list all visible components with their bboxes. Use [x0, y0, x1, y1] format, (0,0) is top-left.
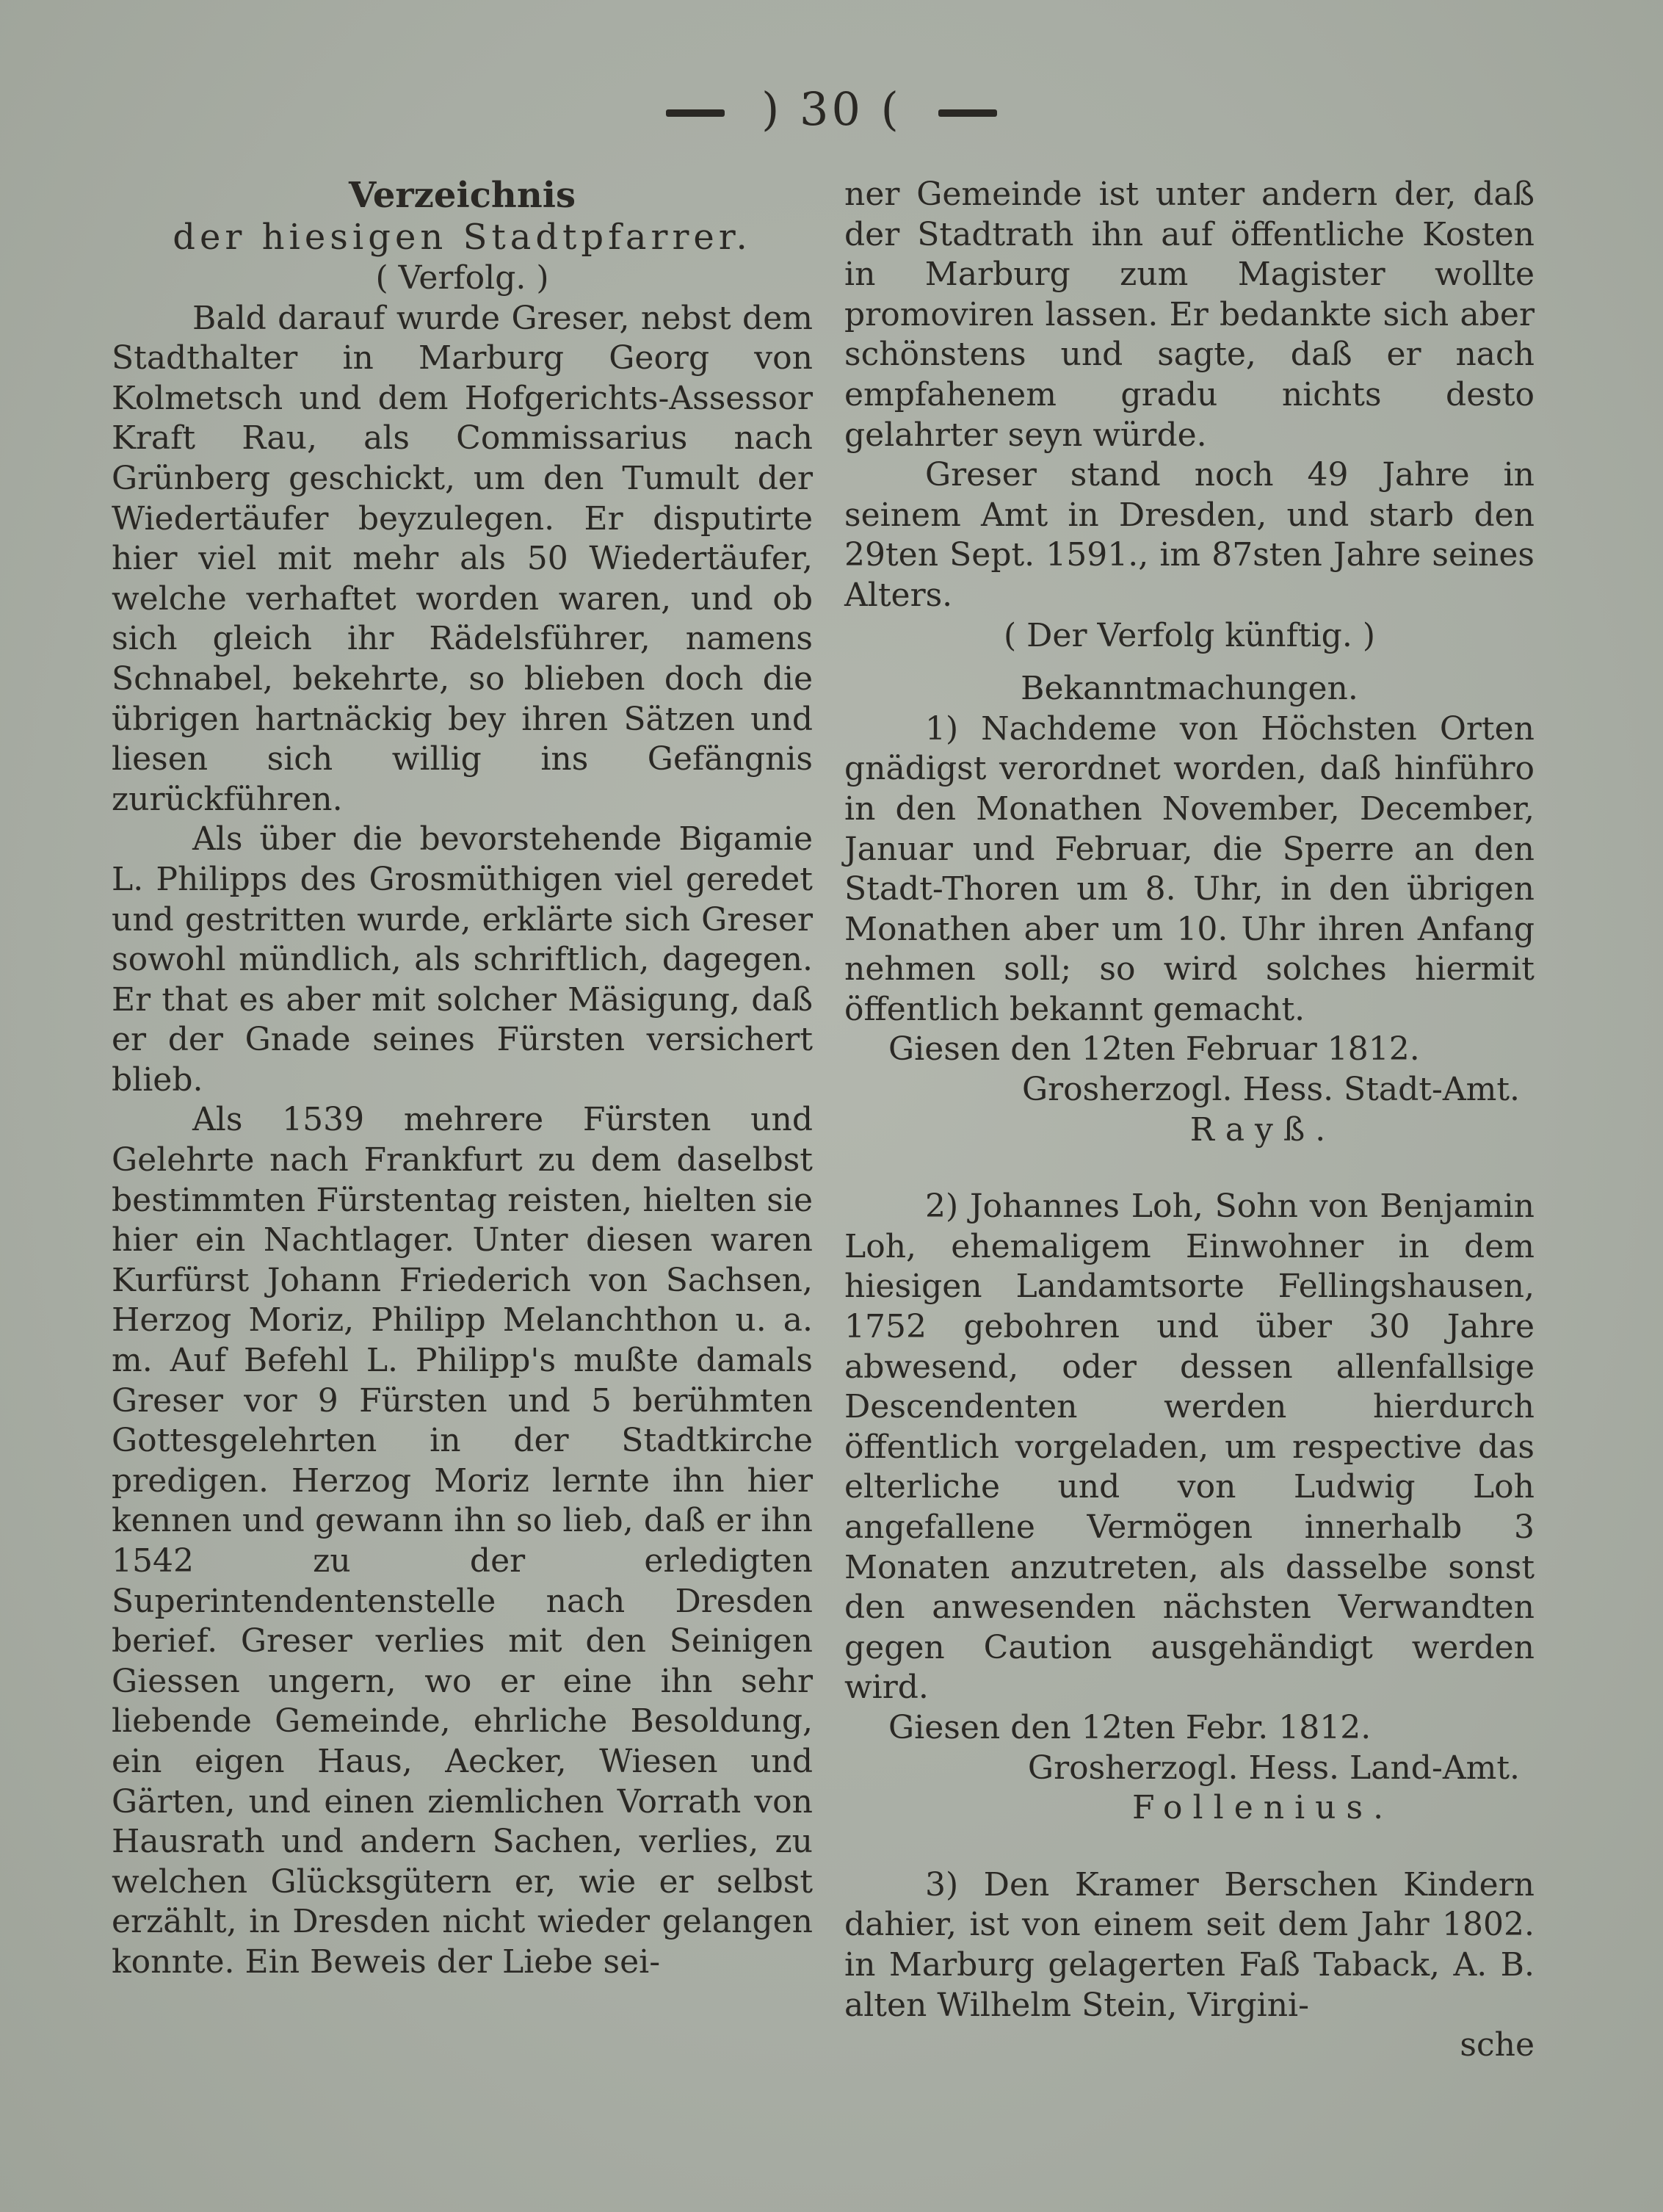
announcement-text: 2) Johannes Loh, Sohn von Benjamin Loh, ehemaligem Einwohner in dem hiesigen Landamtsorte Fellingshausen, 1752 gebohren und über 30 Jahre abwesend, oder dessen allenfallsige Descendenten werden hierdurch öffentlich vorgeladen, um respective das elterliche und von Ludwig Loh angefallene Vermögen innerhalb 3 Monaten anzutreten, als dasselbe sonst den anwesenden nächsten Verwandten gegen Caution ausgehändigt werden wird. — [844, 1188, 1535, 1707]
announcement-place-date: Giesen den 12ten Februar 1812. — [888, 1030, 1420, 1069]
article-title: Verzeichnis — [349, 175, 576, 216]
catchword: sche — [1460, 2026, 1535, 2064]
announcement-text: 1) Nachdeme von Höchsten Orten gnädigst verordnet worden, daß hinführo in den Monathen November, December, Januar und Februar, die Sperre an den Stadt-Thoren um 8. Uhr, in den übrigen Monathen aber um 10. Uhr ihren Anfang nehmen soll; so wird solches hiermit öffentlich bekannt gemacht. — [844, 709, 1535, 1028]
header-rule-right — [938, 109, 997, 117]
continuation-note: ( Verfolg. ) — [375, 259, 549, 297]
to-be-continued-note: ( Der Verfolg künftig. ) — [1004, 616, 1375, 654]
announcement-place-date: Giesen den 12ten Febr. 1812. — [888, 1708, 1372, 1746]
page-number: ) 30 ( — [761, 82, 902, 136]
page-header — [0, 82, 1663, 136]
announcement-authority: Grosherzogl. Hess. Stadt-Amt. — [1021, 1071, 1520, 1109]
announcement-authority: Grosherzogl. Hess. Land-Amt. — [1027, 1749, 1520, 1787]
announcements-heading: Bekanntmachungen. — [1021, 670, 1358, 708]
announcement — [844, 1187, 1535, 1829]
announcement-signature: Rayß. — [1189, 1110, 1336, 1149]
paragraph: Bald darauf wurde Greser, nebst dem Stadthalter in Marburg Georg von Kolmetsch und dem Hofgerichts-Assessor Kraft Rau, als Commissarius nach Grünberg geschickt, um den Tumult der Wiedertäufer beyzulegen. Er disputirte hier viel mit mehr als 50 Wiedertäufer, welche verhaftet worden waren, und ob sich gleich ihr Rädelsführer, namens Schnabel, bekehrte, so blieben doch die übrigen hartnäckig bey ihren Sätzen und liesen sich willig ins Gefängnis zurückführen. — [112, 299, 813, 818]
paragraph: ner Gemeinde ist unter andern der, daß der Stadtrath ihn auf öffentliche Kosten in Marburg zum Magister wollte promoviren lassen. Er bedankte sich aber schönstens und sagte, daß er nach empfahenem gradu nichts desto gelahrter seyn würde. — [844, 176, 1535, 454]
announcement — [844, 1865, 1535, 2025]
right-column — [844, 175, 1535, 2066]
paragraph: Als 1539 mehrere Fürsten und Gelehrte nach Frankfurt zu dem daselbst bestimmten Fürstentag reisten, hielten sie hier ein Nachtlager. Unter diesen waren Kurfürst Johann Friederich von Sachsen, Herzog Moriz, Philipp Melanchthon u. a. m. Auf Befehl L. Philipp's mußte damals Greser vor 9 Fürsten und 5 berühmten Gottesgelehrten in der Stadtkirche predigen. Herzog Moriz lernte ihn hier kennen und gewann ihn so lieb, daß er ihn 1542 zu der erledigten Superintendentenstelle nach Dresden berief. Greser verlies mit den Seinigen Giessen ungern, wo er eine ihn sehr liebende Gemeinde, ehrliche Besoldung, ein eigen Haus, Aecker, Wiesen und Gärten, und einen ziemlichen Vorrath von Hausrath und andern Sachen, verlies, zu welchen Glücksgütern er, wie er selbst erzählt, in Dresden nicht wieder gelangen konnte. Ein Beweis der Liebe sei- — [112, 1101, 813, 1981]
announcement — [844, 709, 1535, 1151]
announcement-signature: Follenius. — [1131, 1789, 1394, 1827]
spacer — [844, 1150, 1535, 1187]
paragraph: Greser stand noch 49 Jahre in seinem Amt in Dresden, und starb den 29ten Sept. 1591., im 87sten Jahre seines Alters. — [844, 456, 1535, 614]
article-subtitle: der hiesigen Stadtpfarrer. — [173, 217, 752, 258]
left-column — [112, 175, 813, 1983]
spacer — [844, 1829, 1535, 1865]
paragraph: Als über die bevorstehende Bigamie L. Philipps des Grosmüthigen viel geredet und gestritten wurde, erklärte sich Greser sowohl mündlich, als schriftlich, dagegen. Er that es aber mit solcher Mäsigung, daß er der Gnade seines Fürsten versichert blieb. — [112, 820, 813, 1099]
announcement-text: 3) Den Kramer Berschen Kindern dahier, ist von einem seit dem Jahr 1802. in Marburg gelagerten Faß Taback, A. B. alten Wilhelm Stein, Virgini- — [844, 1865, 1535, 2024]
header-rule-left — [666, 109, 725, 117]
